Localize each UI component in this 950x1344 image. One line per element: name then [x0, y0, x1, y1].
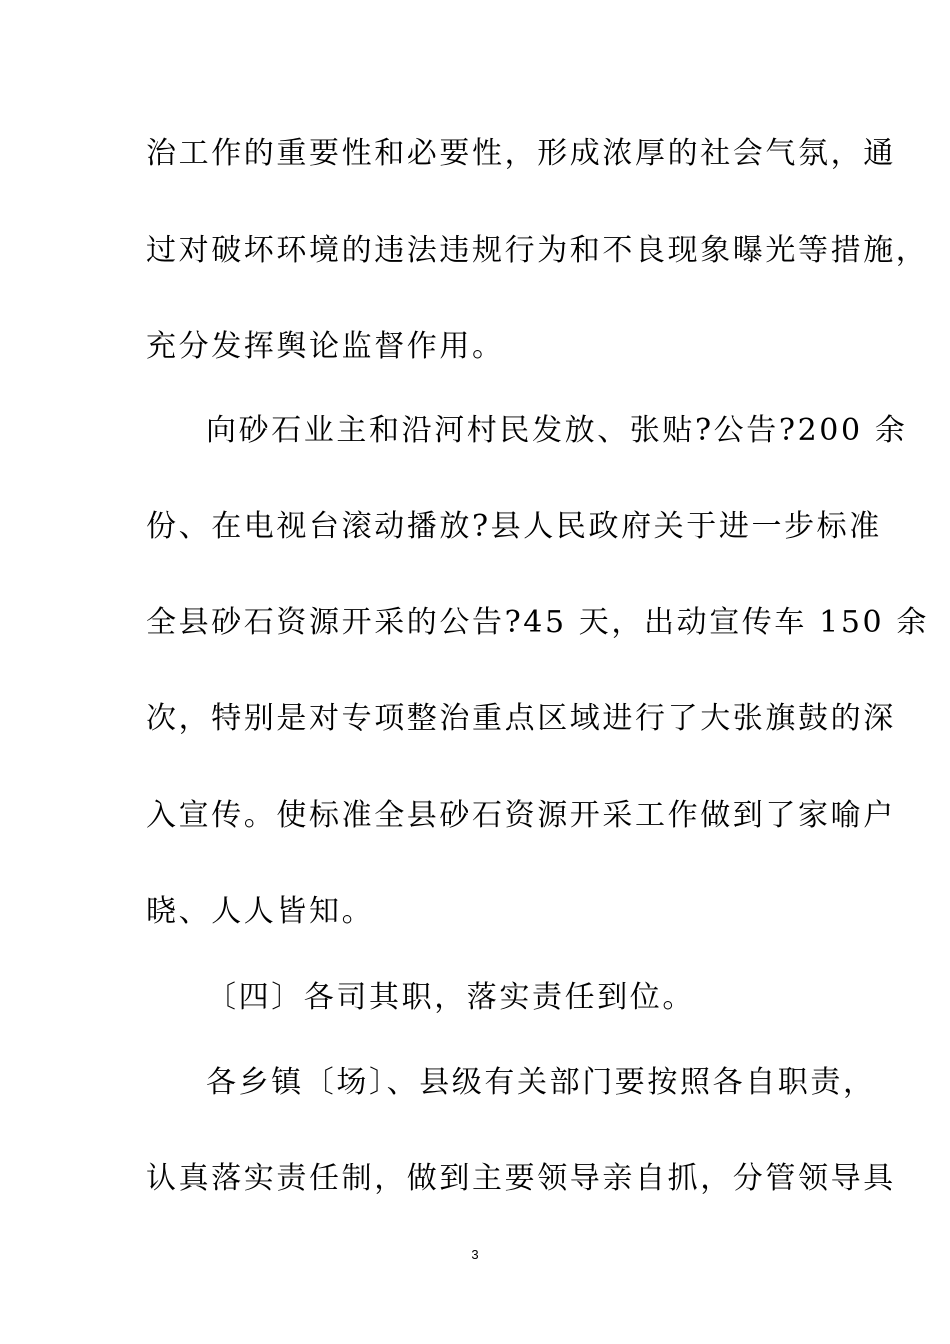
text-line-12: 认真落实责任制，做到主要领导亲自抓，分管领导具: [146, 1161, 896, 1196]
text-line-1: 治工作的重要性和必要性，形成浓厚的社会气氛，通: [146, 136, 896, 171]
text-line-7: 次，特别是对专项整治重点区域进行了大张旗鼓的深: [146, 701, 896, 736]
text-line-6: 全县砂石资源开采的公告?45 天，出动宣传车 150 余: [146, 605, 929, 640]
text-line-2: 过对破坏环境的违法违规行为和不良现象曝光等措施，: [146, 233, 929, 268]
text-line-11: 各乡镇〔场〕、县级有关部门要按照各自职责，: [206, 1065, 876, 1100]
page-number: 3: [471, 1247, 479, 1262]
text-line-9: 晓、人人皆知。: [146, 894, 375, 929]
text-line-4: 向砂石业主和沿河村民发放、张贴?公告?200 余: [206, 413, 908, 448]
section-heading: 〔四〕各司其职，落实责任到位。: [206, 980, 695, 1015]
text-line-5: 份、在电视台滚动播放?县人民政府关于进一步标准: [146, 509, 882, 544]
text-line-3: 充分发挥舆论监督作用。: [146, 329, 505, 364]
text-line-8: 入宣传。使标准全县砂石资源开采工作做到了家喻户: [146, 798, 896, 833]
